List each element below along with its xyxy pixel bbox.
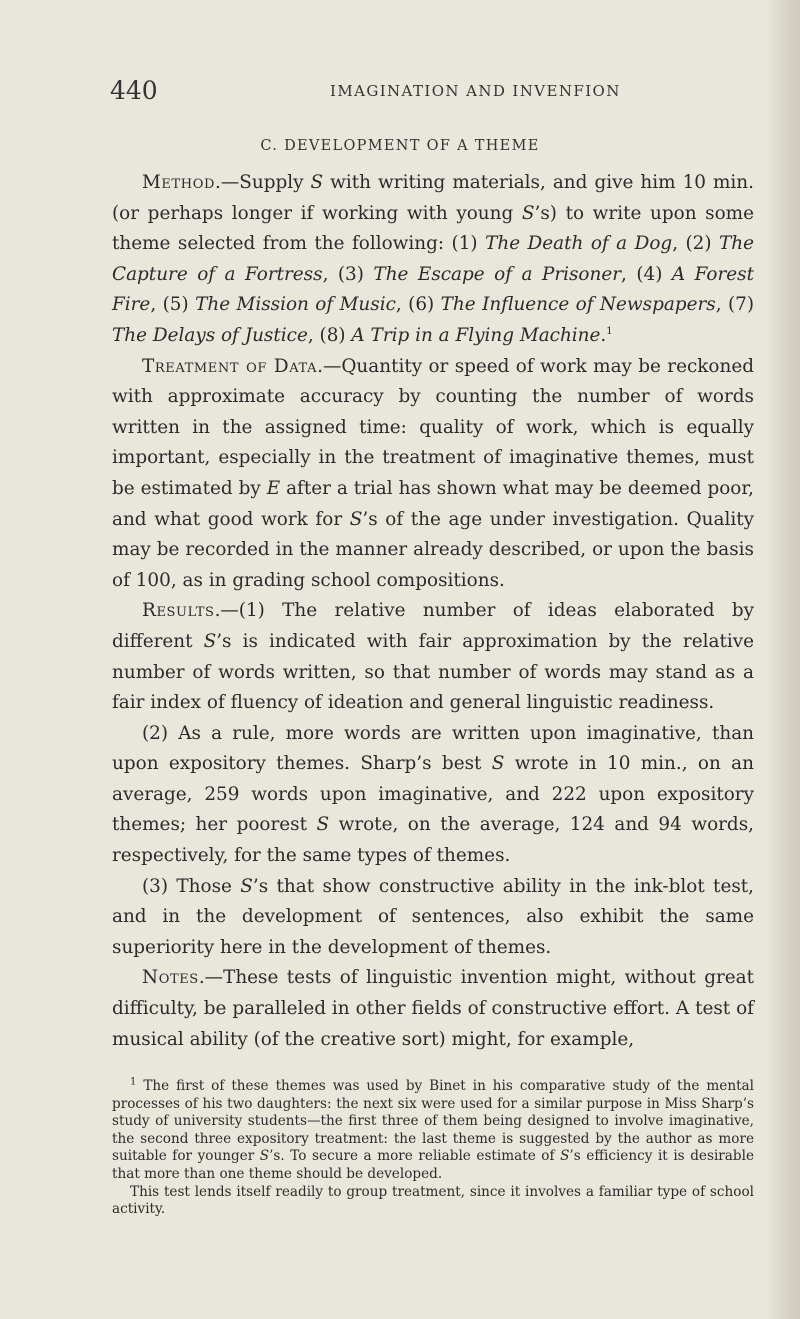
results-paragraph-2 [112,719,754,872]
results-text: (2) As a rule, more words are written upon imaginative, than upon expository themes. Sharp’s best [112,722,754,775]
notes-label: Notes [142,967,199,989]
subject-symbol: S [240,875,253,897]
footnote-reference: 1 [606,325,613,337]
theme-separator: , (7) [715,294,755,316]
method-paragraph [112,168,754,352]
subject-symbol: S [203,630,217,652]
experimenter-symbol: E [266,477,281,499]
footnote-mark: 1 [130,1076,137,1088]
notes-paragraph [112,963,754,1055]
treatment-paragraph [112,352,754,597]
theme-title: The Influence of Newspapers [440,294,716,316]
theme-title: The Capture of a Fortress [112,233,755,285]
results-paragraph-3 [112,872,754,964]
running-head: IMAGINATION AND INVENFION [330,82,621,100]
results-text: ’s that show constructive ability in the ink-blot test, and in the development of sentences, also exhibit the same superiority here in the development of themes. [112,875,755,958]
results-text: .—(1) The relative number of ideas elaborated by different [112,600,754,652]
theme-title: A Trip in a Flying Machine. [351,324,607,346]
footnote-text: ’s efficiency it is desirable that more than one theme should be developed. [112,1148,754,1182]
theme-title: The Mission of Music [195,294,396,316]
theme-title: A Forest Fire [112,263,754,316]
subject-symbol: S [349,508,363,530]
theme-title: The Delays of Justice [112,324,308,346]
footnote-1 [112,1078,754,1184]
footnotes [112,1078,754,1219]
results-label: Results [142,600,215,622]
footnote-text: The first of these themes was used by Binet in his comparative study of the mental processes of his two daughters: the next six were used for a similar purpose in Miss Sharp’s study of university students—the first three of them being designed to involve imaginative, the second three expository treatment: the last theme is suggested by the author as more suitable for younger [112,1078,754,1165]
theme-separator: , (2) [672,233,720,255]
method-label: Method [142,172,216,193]
results-text: ’s is indicated with fair approximation by the relative number of words written, so that number of words may stand as a fair index of fluency of ideation and general linguistic readiness. [112,630,754,714]
results-text: wrote in 10 min., on an average, 259 words upon imaginative, and 222 upon expository themes; her poorest [112,753,754,836]
theme-separator: , (4) [621,263,672,285]
page-number: 440 [110,76,158,105]
theme-separator: , (6) [395,294,441,316]
theme-title: The Escape of a Prisoner [373,263,622,285]
subject-symbol: S [310,172,324,193]
treatment-text: after a trial has shown what may be deemed poor, and what good work for [112,477,754,530]
section-heading: C. DEVELOPMENT OF A THEME [260,138,540,154]
subject-symbol: S [316,814,330,836]
footnote-text: ’s. To secure a more reliable estimate of [269,1148,561,1165]
subject-symbol: S [560,1148,570,1165]
footnote-continuation: This test lends itself readily to group treatment, since it involves a familiar type of school activity. [112,1183,754,1218]
body-text [112,168,754,1055]
method-text: with writing materials, and give him 10 min. (or perhaps longer if working with young [112,172,754,224]
theme-separator: , (8) [307,324,352,346]
notes-text: .—These tests of linguistic invention might, without great difficulty, be paralleled in other fields of constructive effort. A test of musical ability (of the creative sort) might, for example, [112,967,754,1050]
subject-symbol: S [491,753,505,775]
treatment-label: Treatment of Data [142,355,318,377]
results-text: (3) Those [142,875,241,897]
theme-separator: , (3) [322,263,374,285]
method-text: .—Supply [215,172,311,193]
theme-title: The Death of a Dog [485,233,673,255]
subject-symbol: S [259,1148,270,1165]
theme-separator: , (5) [150,294,196,316]
method-text: ’s) to write upon some theme selected from the following: (1) [112,202,755,255]
subject-symbol: S [521,202,535,224]
page-edge-shadow [766,0,800,1319]
treatment-text: .—Quantity or speed of work may be reckoned with approximate accuracy by counting the number of words written in the assigned time: quality of work, which is equally important, especially in the treatment of imaginative themes, must be estimated by [112,355,754,499]
results-paragraph-1 [112,596,754,718]
treatment-text: ’s of the age under investigation. Quality may be recorded in the manner already described, or upon the basis of 100, as in grading school compositions. [112,508,755,591]
results-text: wrote, on the average, 124 and 94 words, respectively, for the same types of themes. [112,814,754,867]
